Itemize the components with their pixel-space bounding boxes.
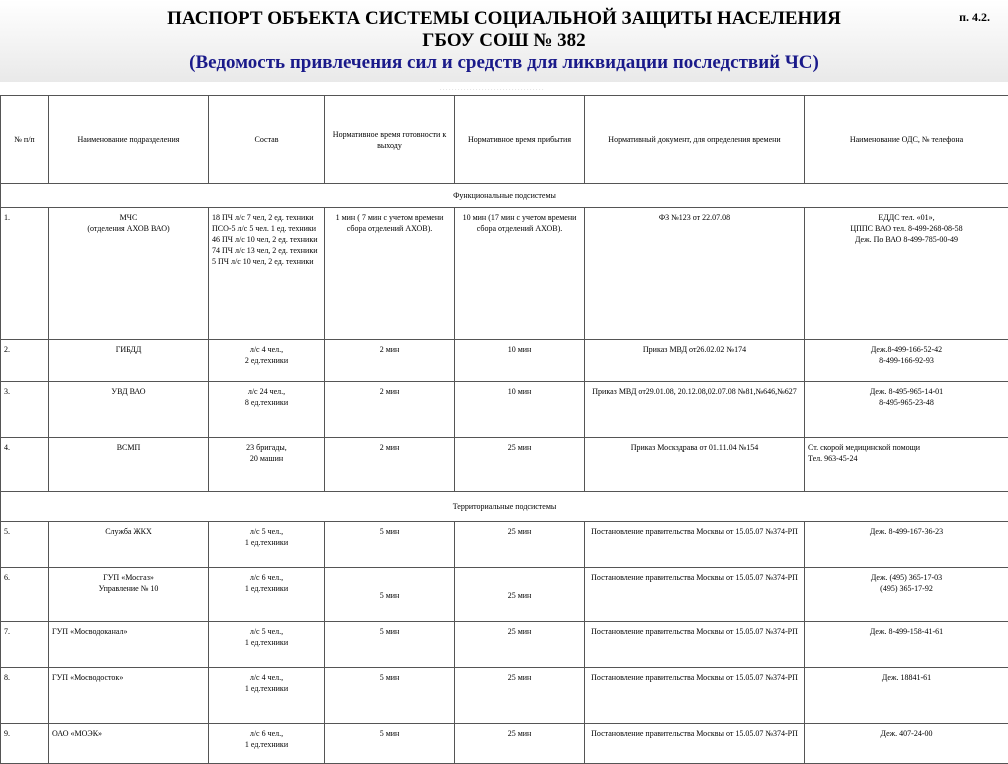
arrival-time-cell: 25 мин (455, 438, 585, 492)
section-row (1, 492, 1008, 522)
document-header (0, 0, 1008, 82)
arrival-time-cell: 10 мин (455, 340, 585, 382)
unit-name: ГИБДД (52, 344, 205, 355)
staff-line: 1 ед.техники (212, 739, 321, 750)
faint-watermark-line: . . . . . . . . . . . . . . . . . . . . . . . . . . . . . . . . . . . (440, 86, 544, 92)
document-cell: Постановление правительства Москвы от 15.05.07 №374-РП (585, 622, 805, 668)
unit-name: УВД ВАО (52, 386, 205, 397)
ods-line: Деж. (495) 365-17-03 (808, 572, 1005, 583)
document-cell: Постановление правительства Москвы от 15.05.07 №374-РП (585, 724, 805, 764)
arrival-time-cell: 10 мин (455, 382, 585, 438)
table-row (1, 724, 1008, 764)
col-header-ods-phone: Наименование ОДС, № телефона (805, 96, 1008, 184)
ods-cell (805, 724, 1008, 764)
staff-cell (209, 724, 325, 764)
ods-cell (805, 622, 1008, 668)
ods-line: Тел. 963-45-24 (808, 453, 1005, 464)
ods-line: 8-495-965-23-48 (808, 397, 1005, 408)
unit-cell (49, 438, 209, 492)
unit-cell (49, 724, 209, 764)
section-territorial: Территориальные подсистемы (1, 492, 1008, 522)
unit-name: МЧС (52, 212, 205, 223)
ods-line: ЕДДС тел. «01», (808, 212, 1005, 223)
unit-name: ГУП «Мосводоканал» (52, 626, 205, 637)
table-row (1, 438, 1008, 492)
ods-line: Деж. 8-499-158-41-61 (808, 626, 1005, 637)
unit-name: ГУП «Мосводосток» (52, 672, 205, 683)
staff-line: 2 ед.техники (212, 355, 321, 366)
row-number: 3. (1, 382, 49, 438)
unit-name: Служба ЖКХ (52, 526, 205, 537)
staff-cell (209, 208, 325, 340)
ready-time-cell: 2 мин (325, 438, 455, 492)
unit-cell (49, 522, 209, 568)
staff-line: 5 ПЧ л/с 10 чел, 2 ед. техники (212, 256, 321, 267)
document-cell: Приказ Москздрава от 01.11.04 №154 (585, 438, 805, 492)
ods-line: ЦППС ВАО тел. 8-499-268-08-58 (808, 223, 1005, 234)
section-functional: Функциональные подсистемы (1, 184, 1008, 208)
document-cell: Приказ МВД от26.02.02 №174 (585, 340, 805, 382)
staff-line: л/с 24 чел., (212, 386, 321, 397)
ready-time-cell: 1 мин ( 7 мин с учетом времени сбора отделений АХОВ). (325, 208, 455, 340)
ready-time-cell: 2 мин (325, 382, 455, 438)
staff-line: 8 ед.техники (212, 397, 321, 408)
row-number: 4. (1, 438, 49, 492)
col-header-arrival-time: Нормативное время прибытия (455, 96, 585, 184)
col-header-document: Нормативный документ, для определения времени (585, 96, 805, 184)
document-title: ПАСПОРТ ОБЪЕКТА СИСТЕМЫ СОЦИАЛЬНОЙ ЗАЩИТЫ НАСЕЛЕНИЯ (0, 8, 1008, 30)
arrival-time-cell: 25 мин (455, 724, 585, 764)
unit-name: ГУП «Мосгаз» (52, 572, 205, 583)
staff-line: л/с 4 чел., (212, 344, 321, 355)
ods-cell (805, 438, 1008, 492)
ods-line: Деж. 8-495-965-14-01 (808, 386, 1005, 397)
ods-line: Деж.8-499-166-52-42 (808, 344, 1005, 355)
staff-line: 1 ед.техники (212, 637, 321, 648)
document-cell: ФЗ №123 от 22.07.08 (585, 208, 805, 340)
table-row (1, 622, 1008, 668)
staff-cell (209, 340, 325, 382)
ready-time-cell: 5 мин (325, 568, 455, 622)
ready-time-cell: 5 мин (325, 522, 455, 568)
arrival-time-cell: 25 мин (455, 668, 585, 724)
table-row (1, 208, 1008, 340)
staff-line: 1 ед.техники (212, 683, 321, 694)
table-row (1, 668, 1008, 724)
unit-cell (49, 340, 209, 382)
staff-line: 20 машин (212, 453, 321, 464)
staff-cell (209, 668, 325, 724)
staff-line: 18 ПЧ л/с 7 чел, 2 ед. техники (212, 212, 321, 223)
arrival-time-cell: 10 мин (17 мин с учетом времени сбора отделений АХОВ). (455, 208, 585, 340)
unit-cell (49, 382, 209, 438)
col-header-ready-time: Нормативное время готовности к выходу (325, 96, 455, 184)
unit-detail: Управление № 10 (52, 583, 205, 594)
unit-name: ОАО «МОЭК» (52, 728, 205, 739)
document-cell: Постановление правительства Москвы от 15.05.07 №374-РП (585, 668, 805, 724)
unit-cell (49, 668, 209, 724)
col-header-number: № п/п (1, 96, 49, 184)
table-row (1, 568, 1008, 622)
ods-cell (805, 668, 1008, 724)
row-number: 1. (1, 208, 49, 340)
school-name: ГБОУ СОШ № 382 (0, 30, 1008, 52)
ods-cell (805, 382, 1008, 438)
ods-line: 8-499-166-92-93 (808, 355, 1005, 366)
document-subtitle: (Ведомость привлечения сил и средств для ликвидации последствий ЧС) (0, 52, 1008, 74)
arrival-time-cell: 25 мин (455, 522, 585, 568)
table-row (1, 522, 1008, 568)
table-row (1, 340, 1008, 382)
staff-cell (209, 622, 325, 668)
document-cell: Постановление правительства Москвы от 15.05.07 №374-РП (585, 522, 805, 568)
staff-line: 74 ПЧ л/с 13 чел, 2 ед. техники (212, 245, 321, 256)
staff-line: ПСО-5 л/с 5 чел. 1 ед. техники (212, 223, 321, 234)
staff-line: л/с 4 чел., (212, 672, 321, 683)
ods-line: Деж. По ВАО 8-499-785-00-49 (808, 234, 1005, 245)
ods-line: Ст. скорой медицинской помощи (808, 442, 1005, 453)
col-header-unit: Наименование подразделения (49, 96, 209, 184)
ods-line: Деж. 18841-61 (808, 672, 1005, 683)
section-row (1, 184, 1008, 208)
ready-time-cell: 2 мин (325, 340, 455, 382)
row-number: 8. (1, 668, 49, 724)
arrival-time-cell: 25 мин (455, 568, 585, 622)
row-number: 6. (1, 568, 49, 622)
unit-cell (49, 568, 209, 622)
ods-cell (805, 340, 1008, 382)
table-row (1, 382, 1008, 438)
unit-name: ВСМП (52, 442, 205, 453)
ready-time-cell: 5 мин (325, 622, 455, 668)
document-cell: Постановление правительства Москвы от 15.05.07 №374-РП (585, 568, 805, 622)
page-number: п. 4.2. (959, 10, 990, 25)
ready-time-cell: 5 мин (325, 668, 455, 724)
ods-line: (495) 365-17-92 (808, 583, 1005, 594)
ods-cell (805, 522, 1008, 568)
staff-line: 1 ед.техники (212, 537, 321, 548)
unit-cell (49, 622, 209, 668)
col-header-staff: Состав (209, 96, 325, 184)
table-header-row (1, 96, 1008, 184)
arrival-time-cell: 25 мин (455, 622, 585, 668)
unit-detail: (отделения АХОВ ВАО) (52, 223, 205, 234)
staff-cell (209, 522, 325, 568)
staff-line: л/с 5 чел., (212, 626, 321, 637)
document-cell: Приказ МВД от29.01.08, 20.12.08,02.07.08 №81,№646,№627 (585, 382, 805, 438)
row-number: 9. (1, 724, 49, 764)
staff-line: л/с 6 чел., (212, 572, 321, 583)
forces-table (0, 95, 1008, 764)
ready-time-cell: 5 мин (325, 724, 455, 764)
staff-line: 1 ед.техники (212, 583, 321, 594)
staff-cell (209, 438, 325, 492)
unit-cell (49, 208, 209, 340)
row-number: 2. (1, 340, 49, 382)
staff-cell (209, 382, 325, 438)
staff-line: л/с 6 чел., (212, 728, 321, 739)
ods-line: Деж. 8-499-167-36-23 (808, 526, 1005, 537)
row-number: 7. (1, 622, 49, 668)
ods-cell (805, 568, 1008, 622)
ods-cell (805, 208, 1008, 340)
staff-line: 46 ПЧ л/с 10 чел, 2 ед. техники (212, 234, 321, 245)
staff-cell (209, 568, 325, 622)
ods-line: Деж. 407-24-00 (808, 728, 1005, 739)
row-number: 5. (1, 522, 49, 568)
staff-line: л/с 5 чел., (212, 526, 321, 537)
staff-line: 23 бригады, (212, 442, 321, 453)
